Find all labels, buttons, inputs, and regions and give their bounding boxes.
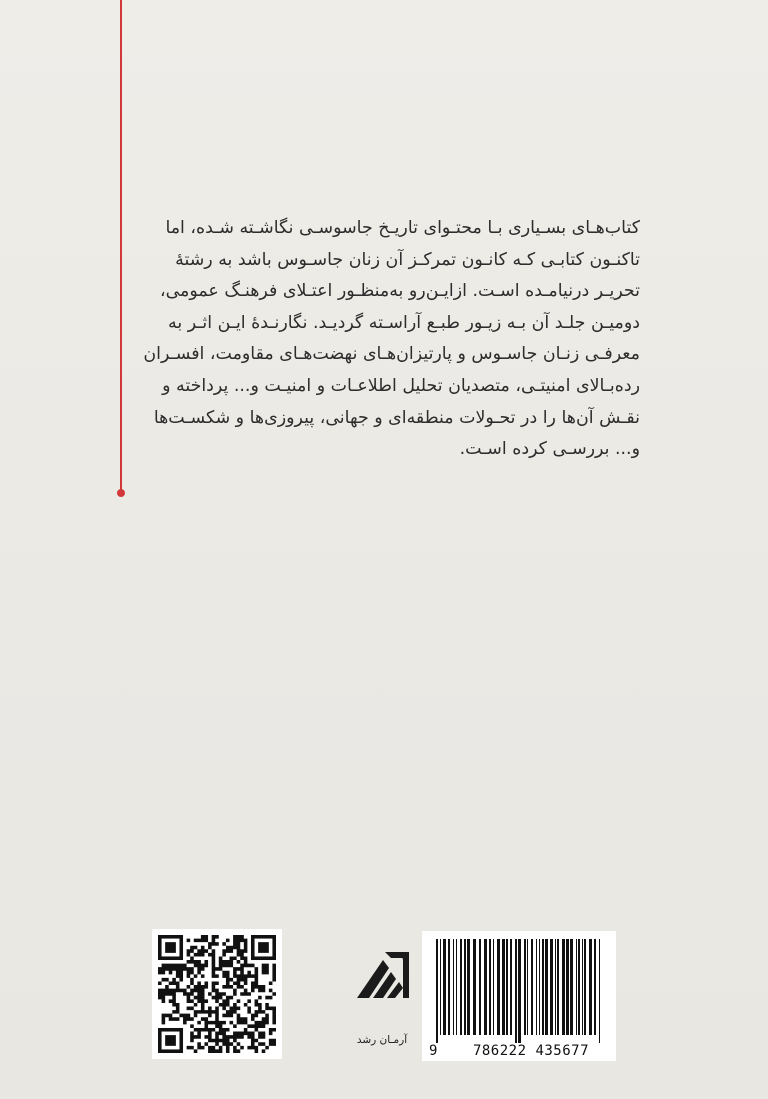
red-rule-end-dot (117, 489, 125, 497)
blurb-line: تحریـر درنیامـده اسـت. ازایـن‌رو به‌منظـور اعتـلای فرهنـگ عمومی، (159, 281, 640, 302)
blurb-line: کتاب‌هـای بسـیاری بـا محتـوای تاریـخ جاسوسـی نگاشـته شـده، اما (165, 218, 640, 238)
qr-code-icon (152, 929, 282, 1059)
blurb-text (143, 213, 640, 466)
qr-finder-pattern (158, 1028, 183, 1053)
blurb-line: تاکنـون کتابـی کـه کانـون تمرکـز آن زنان جاسـوس باشد به رشتهٔ (175, 249, 640, 270)
qr-finder-pattern (158, 935, 183, 960)
open-book-logo-icon (349, 942, 417, 1010)
blurb-line: و... بررسـی کرده اسـت. (459, 439, 640, 460)
blurb-line: دومیـن جلـد آن بـه زیـور طبـع آراسـته گردیـد. نگارنـدهٔ ایـن اثـر به (168, 312, 640, 333)
barcode-icon (422, 931, 616, 1061)
isbn-digits: 786222 435677 (472, 1043, 590, 1059)
qr-finder-pattern (251, 935, 276, 960)
publisher-name: آرمـان رشد (356, 1034, 408, 1046)
blurb-line: رده‌بـالای امنیتـی، متصدیان تحلیل اطلاعـات و امنیـت و... پرداخته و (162, 375, 640, 396)
blurb-line: نقـش آن‌ها را در تحـولات منطقه‌ای و جهانی، پیروزی‌ها و شکسـت‌ها (153, 407, 640, 428)
isbn-lead-digit: 9 (429, 1043, 438, 1059)
red-vertical-rule (120, 0, 122, 494)
blurb-line: معرفـی زنـان جاسـوس و پارتیزان‌هـای نهضت‌هـای مقاومت، افسـران (143, 344, 640, 365)
barcode-bars (436, 939, 600, 1043)
